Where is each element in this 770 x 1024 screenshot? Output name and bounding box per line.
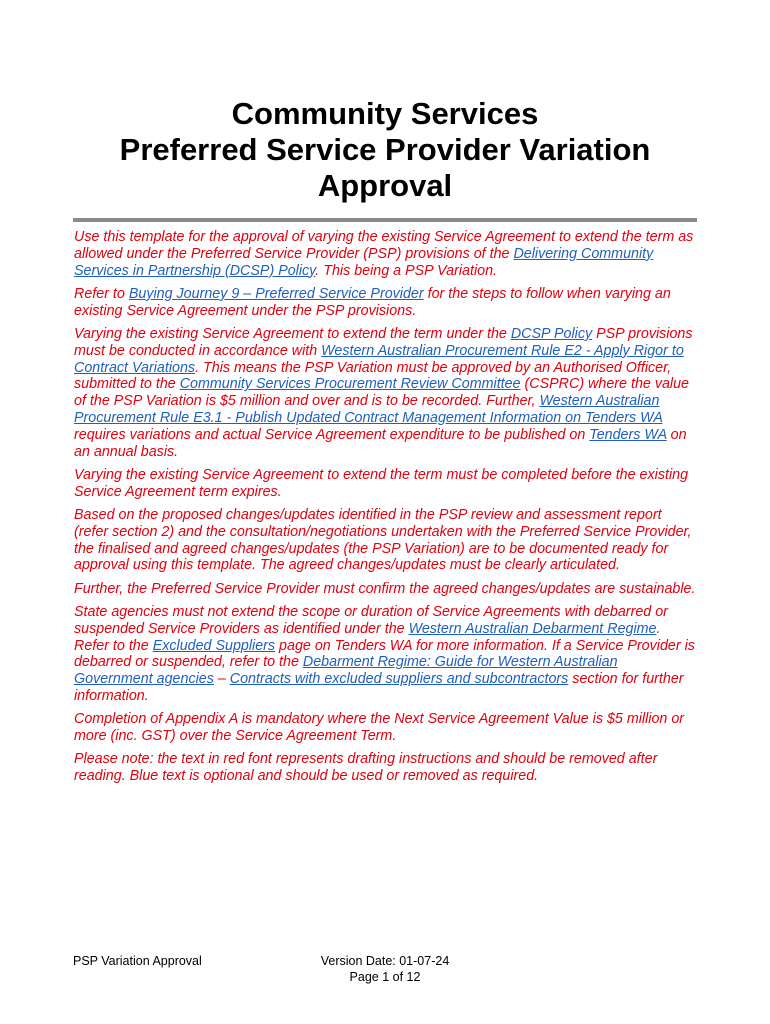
link-procurement-rule-e2[interactable]: Western Australian Procurement Rule E2 - Apply Rigor to Contract Variations	[74, 342, 684, 376]
text-run: –	[213, 671, 230, 688]
text-run: . This being a PSP Variation.	[315, 262, 498, 279]
link-debarment-regime[interactable]: Western Australian Debarment Regime	[408, 620, 657, 637]
text-run: requires variations and actual Service Agreement expenditure to be published on	[74, 426, 590, 443]
paragraph-buying-journey	[74, 286, 696, 320]
link-csprc[interactable]: Community Services Procurement Review Committee	[179, 376, 521, 393]
paragraph-template-purpose	[74, 229, 696, 279]
link-excluded-suppliers[interactable]: Excluded Suppliers	[152, 637, 276, 654]
link-debarment-guide[interactable]: Debarment Regime: Guide for Western Australian Government agencies	[74, 654, 618, 688]
paragraph-sustainable	[74, 581, 696, 598]
title-line-3: Approval	[317, 168, 453, 203]
text-run: Further, the Preferred Service Provider must confirm the agreed changes/updates are sustainable.	[74, 580, 696, 597]
link-dcsp-policy[interactable]: Delivering Community Services in Partnership (DCSP) Policy	[74, 245, 654, 279]
text-run: (CSPRC) where the value of the PSP Variation is $5 million and over and is to be recorded. Further,	[74, 376, 689, 410]
text-run: Based on the proposed changes/updates identified in the PSP review and assessment report (refer section 2) and the consultation/negotiations undertaken with the Preferred Service Provider, the finalised and agreed changes/updates (the PSP Variation) are to be documented ready for approval using this template. The agreed changes/updates must be clearly articulated.	[74, 506, 692, 574]
text-run: Varying the existing Service Agreement to extend the term under the	[74, 325, 511, 342]
text-run: . This means the PSP Variation must be approved by an Authorised Officer, submitted to the	[74, 359, 672, 393]
link-procurement-rule-e3-1[interactable]: Western Australian Procurement Rule E3.1 - Publish Updated Contract Management Information on Tenders WA	[74, 393, 663, 426]
link-buying-journey-9[interactable]: Buying Journey 9 – Preferred Service Provider	[128, 285, 424, 302]
text-run: . Refer to the	[74, 620, 661, 654]
footer-document-name: PSP Variation Approval	[73, 954, 202, 968]
paragraph-debarment	[74, 604, 696, 705]
text-run: for the steps to follow when varying an existing Service Agreement under the PSP provisions.	[74, 285, 671, 319]
document-title	[60, 96, 710, 204]
text-run: Use this template for the approval of varying the existing Service Agreement to extend the term as allowed under the Preferred Service Provider (PSP) provisions of the	[74, 229, 694, 262]
footer-version-date: Version Date: 01-07-24	[320, 954, 450, 968]
text-run: State agencies must not extend the scope or duration of Service Agreements with debarred or suspended Service Providers as identified under the	[74, 603, 668, 637]
footer-page-number: Page 1 of 12	[349, 970, 421, 984]
text-run: Please note: the text in red font represents drafting instructions and should be removed after reading. Blue text is optional and should be used or removed as required.	[74, 751, 658, 785]
link-dcsp-policy-short[interactable]: DCSP Policy	[510, 325, 593, 342]
text-run: Refer to	[74, 285, 129, 302]
link-contracts-excluded-suppliers[interactable]: Contracts with excluded suppliers and subcontractors	[229, 671, 569, 688]
link-tenders-wa[interactable]: Tenders WA	[589, 426, 667, 443]
text-run: Completion of Appendix A is mandatory where the Next Service Agreement Value is $5 million or more (inc. GST) over the Service Agreement Term.	[74, 711, 685, 745]
paragraph-before-expiry	[74, 467, 696, 501]
paragraph-varying-agreement	[74, 326, 696, 460]
paragraph-please-note	[74, 751, 696, 785]
text-run: section for further information.	[74, 671, 684, 704]
title-line-2: Preferred Service Provider Variation	[119, 132, 651, 167]
paragraph-appendix-a	[74, 711, 696, 745]
title-line-1: Community Services	[231, 96, 539, 131]
text-run: Varying the existing Service Agreement to extend the term must be completed before the existing Service Agreement term expires.	[74, 466, 689, 500]
instructions-body	[74, 229, 696, 791]
footer-version-block	[310, 953, 460, 985]
text-run: on an annual basis.	[74, 426, 687, 460]
text-run: page on Tenders WA for more information. If a Service Provider is debarred or suspended, refer to the	[74, 637, 695, 671]
text-run: PSP provisions must be conducted in accordance with	[74, 325, 693, 359]
title-divider	[73, 218, 697, 222]
paragraph-based-on-changes	[74, 507, 696, 574]
